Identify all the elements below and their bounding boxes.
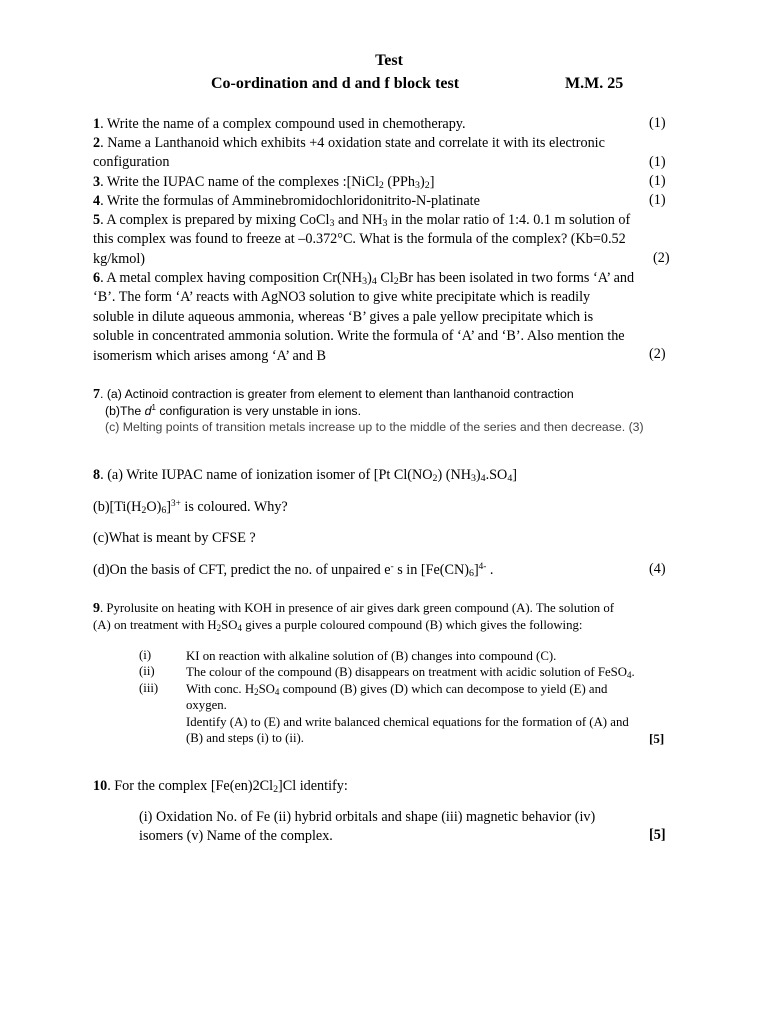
max-marks: M.M. 25 [565, 75, 624, 92]
question-2-marks: (1) [649, 154, 666, 170]
question-9-item-num: (iii) [139, 681, 159, 695]
question-9-item: With conc. $H_2SO_4$ compound (B) gives (D) which can decompose to yield (E) and oxygen. Identify (A) to (E) and write balanced chemical equations for the formation of (A) and (B) and steps (i) to (ii). [186, 682, 629, 746]
question-8c: (c)What is meant by CFSE ? [93, 530, 256, 546]
question-8a: 8. (a) Write IUPAC name of ionization isomer of [Pt $Cl(NO_2)$ $(NH_3)_4.SO_4$] [93, 467, 518, 484]
question-9-marks: [5] [649, 731, 665, 746]
question-9-item-num: (i) [139, 648, 152, 662]
question-4: 4. Write the formulas of Amminebromidochloridonitrito-N-platinate [93, 193, 480, 209]
question-1-marks: (1) [649, 115, 666, 131]
question-10: 10. For the complex $[Fe(en)2Cl_2]Cl$ identify: [93, 778, 348, 795]
question-1: 1. Write the name of a complex compound used in chemotherapy. [93, 116, 466, 132]
question-6: 6. A metal complex having composition $Cr(NH_3)_4$ $Cl_2Br$ has been isolated in two forms ‘A’ and ‘B’. The form ‘A’ reacts with AgNO3 solution to give white precipitate which is readily soluble in dilute aqueous ammonia, whereas ‘B’ gives a pale yellow precipitate which is soluble in concentrated ammonia solution. Write the formula of ‘A’ and ‘B’. Also mention the isomerism which arises among ‘A’ and B [93, 270, 635, 364]
question-10-marks: [5] [649, 827, 666, 843]
question-3: 3. Write the IUPAC name of the complexes :[NiCl$_2$ $(PPh_3)_2$] [93, 174, 435, 191]
question-9: 9. Pyrolusite on heating with KOH in presence of air gives dark green compound (A). The solution of (A) on treatment with $H_2SO_4$ gives a purple coloured compound (B) which gives the following: [93, 601, 615, 634]
question-2: 2. Name a Lanthanoid which exhibits +4 oxidation state and correlate it with its electronic configuration [93, 135, 605, 171]
question-8b: $(b)[Ti(H_2O)_6]^{3+}$ is coloured. Why? [93, 498, 288, 516]
question-3-marks: (1) [649, 173, 666, 189]
test-subtitle: Co-ordination and d and f block test [211, 75, 460, 92]
question-9-item: KI on reaction with alkaline solution of (B) changes into compound (C). [186, 649, 557, 663]
page-title: Test [375, 52, 403, 69]
question-8d: (d)On the basis of CFT, predict the no. of unpaired e- s in $[Fe(CN)_6]^{4-}$ . [93, 561, 494, 579]
question-9-item-num: (ii) [139, 664, 155, 678]
question-6-marks: (2) [649, 346, 666, 362]
question-5-marks: (2) [653, 250, 670, 266]
question-7: 7. (a) Actinoid contraction is greater from element to element than lanthanoid contraction (b)The $d^1$ configuration is very unstable in ions. (c) Melting points of transition metals increase up to the middle of the series and then decrease. (3) [93, 387, 644, 434]
question-5: 5. A complex is prepared by mixing CoCl$_3$ and $NH_3$ in the molar ratio of 1:4. 0.1 m solution of this complex was found to freeze at –0.372°C. What is the formula of the complex? (Kb=0.52 kg/kmol) [93, 212, 631, 267]
question-4-marks: (1) [649, 192, 666, 208]
question-9-item: The colour of the compound (B) disappears on treatment with acidic solution of FeSO$_4$. [186, 665, 635, 680]
question-10-parts: (i) Oxidation No. of Fe (ii) hybrid orbitals and shape (iii) magnetic behavior (iv) isomers (v) Name of the complex. [139, 809, 596, 845]
question-8-marks: (4) [649, 561, 666, 577]
